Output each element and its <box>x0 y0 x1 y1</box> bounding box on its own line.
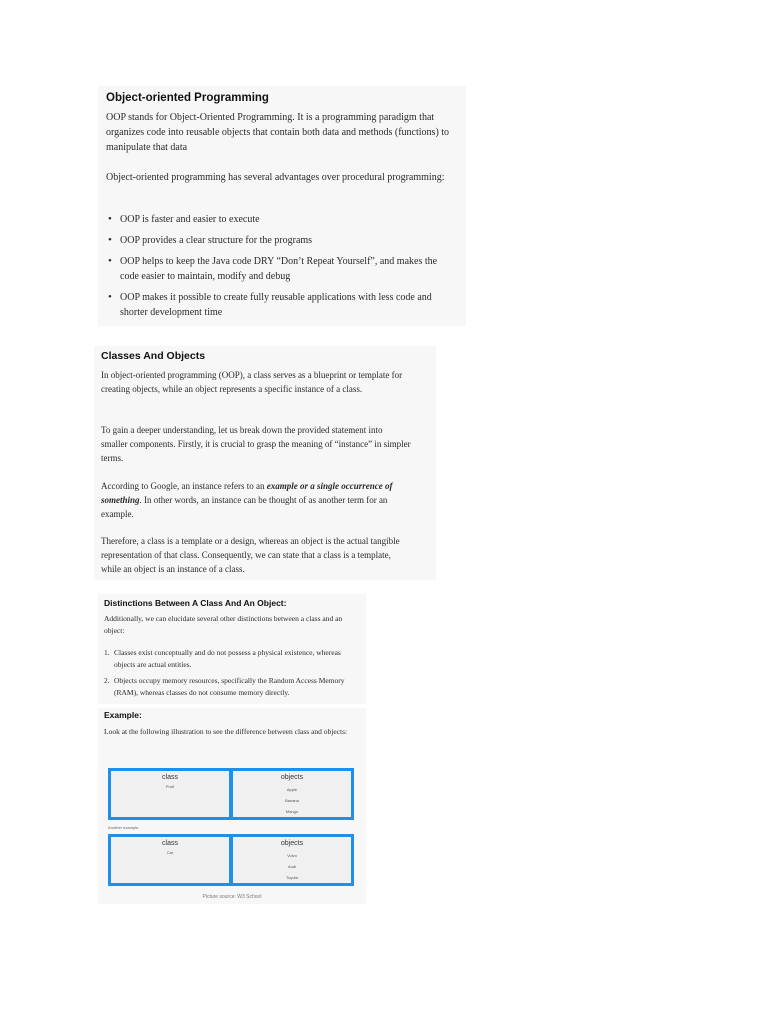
list-item: • OOP makes it possible to create fully reusable applications with less code and shorter development time <box>106 290 451 320</box>
distinctions-heading: Distinctions Between A Class And An Object: <box>104 598 287 608</box>
class-box <box>111 837 229 883</box>
class-box <box>111 771 229 817</box>
oop-definition-paragraph: OOP stands for Object-Oriented Programming. It is a programming paradigm that organizes code into reusable objects that contain both data and methods (functions) to manipulate that data <box>106 112 450 153</box>
list-item-text: Classes exist conceptually and do not possess a physical existence, whereas objects are actual entities. <box>114 648 341 669</box>
object-item: Volvo <box>287 853 297 858</box>
class-definition-paragraph: In object-oriented programming (OOP), a class serves as a blueprint or template for creating objects, while an object represents a specific instance of a class. <box>101 370 403 394</box>
distinctions-intro: Additionally, we can elucidate several other distinctions between a class and an object: <box>104 614 343 635</box>
list-item-text: Objects occupy memory resources, specifically the Random Access Memory (RAM), whereas classes do not consume memory directly. <box>114 676 345 697</box>
example-heading: Example: <box>104 710 142 720</box>
instance-definition-paragraph <box>101 479 411 521</box>
objects-title: objects <box>280 840 304 847</box>
object-item: Mango <box>285 809 299 814</box>
list-item: • OOP helps to keep the Java code DRY “Don’t Repeat Yourself”, and makes the code easier to maintain, modify and debug <box>106 254 451 284</box>
objects-title: objects <box>280 774 304 781</box>
list-number: 1. <box>104 648 110 657</box>
class-template-paragraph: Therefore, a class is a template or a design, whereas an object is the actual tangible representation of that class. Consequently, we can state that a class is a template, while an object is an instance of a class. <box>101 536 400 574</box>
object-item: Apple <box>286 787 298 792</box>
list-item: • OOP is faster and easier to execute <box>106 212 451 227</box>
objects-box <box>233 837 351 883</box>
object-item: Toyota <box>286 875 298 880</box>
distinctions-list <box>104 647 359 703</box>
another-example-label: Another example: <box>108 825 140 830</box>
classes-objects-section <box>94 346 436 580</box>
oop-section <box>98 86 466 326</box>
classes-objects-heading: Classes And Objects <box>101 350 206 362</box>
class-title: class <box>162 774 178 781</box>
deeper-understanding-paragraph: To gain a deeper understanding, let us break down the provided statement into smaller components. Firstly, it is crucial to grasp the meaning of “instance” in simpler terms. <box>101 425 411 463</box>
class-item: Car <box>166 850 174 855</box>
instance-text-after: . In other words, an instance can be thought of as another term for an example. <box>101 495 388 519</box>
instance-text-before: According to Google, an instance refers to an <box>101 481 267 491</box>
object-item: Banana <box>285 798 299 803</box>
class-item: Fruit <box>166 784 174 789</box>
objects-box <box>233 771 351 817</box>
list-number: 2. <box>104 676 110 685</box>
instance-emphasis: example or a single occurrence of something <box>101 481 393 505</box>
distinctions-section <box>98 594 366 704</box>
list-item <box>104 675 359 699</box>
object-item: Audi <box>287 864 296 869</box>
class-title: class <box>162 840 178 847</box>
example-intro: Look at the following illustration to see the difference between class and objects: <box>104 727 348 736</box>
picture-source-caption: Picture source: W3 School <box>202 894 262 900</box>
example-section <box>98 708 366 904</box>
class-objects-figure-car <box>108 834 354 886</box>
class-objects-figure-fruit <box>108 768 354 820</box>
oop-heading: Object-oriented Programming <box>106 92 269 104</box>
oop-advantages-list <box>106 212 451 326</box>
list-item: • OOP provides a clear structure for the programs <box>106 233 451 248</box>
oop-advantages-intro: Object-oriented programming has several advantages over procedural programming: <box>106 172 445 183</box>
list-item <box>104 647 359 671</box>
